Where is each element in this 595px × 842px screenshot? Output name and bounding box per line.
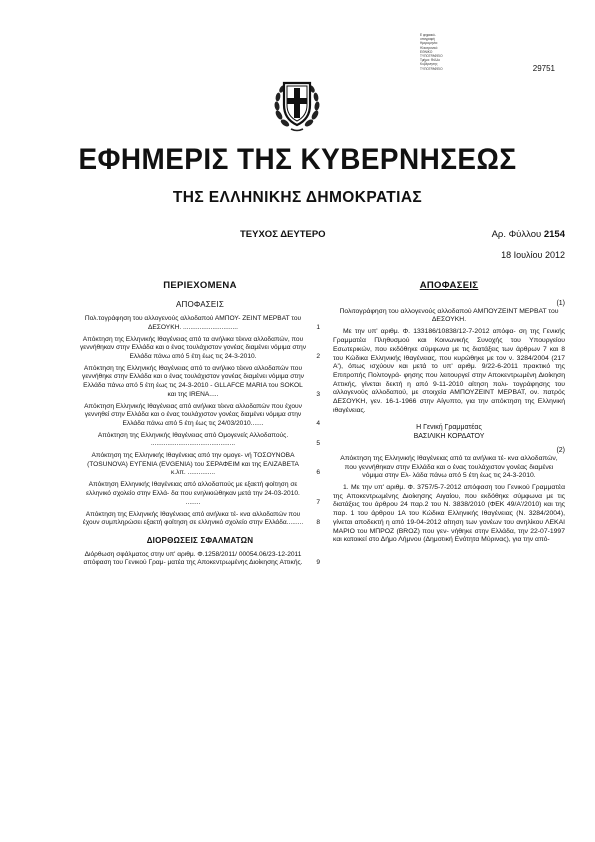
toc-item-text: Πολ.τογράφηση του αλλογενούς αλλοδαπού ΑΜΠΟΥ- ΖΕΙΝΤ ΜΕΡΒΑΤ του ΔΕΣΟΥΚΗ. .............................. bbox=[84, 315, 302, 331]
decision-1 bbox=[333, 300, 565, 441]
toc-item-text: Απόκτηση της Ελληνικής Ιθαγένειας από την ομογε- νή ΤΟΣΟΥΝΟΒΑ (TOSUNOVA) ΕΥΓΕΝΙΑ (EVGENIA) του ΣΕΡΑΦΕΙΜ και της ΕΛΙΖΑΒΕΤΑ κ.λπ. ............... bbox=[87, 452, 299, 477]
stamp-line: Ε φηφιακό- bbox=[420, 33, 436, 37]
toc-item-page: 1 bbox=[316, 323, 320, 331]
coat-of-arms-icon bbox=[273, 75, 321, 133]
decision-number: (2) bbox=[556, 447, 565, 455]
toc-item[interactable] bbox=[80, 403, 320, 429]
decision-number: (1) bbox=[556, 300, 565, 307]
stamp-line: Ημερομηνία: bbox=[420, 41, 438, 46]
toc-item-page: 4 bbox=[316, 419, 320, 427]
errata-heading: ΔΙΟΡΘΩΣΕΙΣ ΣΦΑΛΜΑΤΩΝ bbox=[146, 535, 254, 545]
issue-number-label: Αρ. Φύλλου bbox=[491, 229, 542, 240]
toc-item-text: Απόκτηση της Ελληνικής Ιθαγένειας από τα ανήλικα τέκνα αλλοδαπών, που γεννήθηκαν στην Ελλάδα και ο ένας τουλάχιστον γονέας διαμένει νόμιμα στην Ελλάδα πάνω από 5 έτη έως τις 24-3-2010. bbox=[80, 335, 307, 360]
issue-type: ΤΕΥΧΟΣ ΔΕΥΤΕΡΟ bbox=[240, 229, 326, 240]
issue-number bbox=[492, 229, 565, 240]
contents-heading: ΠΕΡΙΕΧΟΜΕΝΑ bbox=[163, 280, 237, 291]
stamp-line: Κυβέρνησης bbox=[420, 62, 438, 67]
toc-item-page: 7 bbox=[316, 498, 320, 506]
decision-title: Απόκτηση της Ελληνικής Ιθαγένειας από τα ανήλικα τέ- κνα αλλοδαπών, που γεννήθηκαν στην Ελλάδα και ο ένας τουλάχιστον γονέας διαμένει νόμιμα στην Ελ- λάδα πάνω από 5 έτη έως τις 24-3-2010. bbox=[340, 455, 558, 479]
gazette-title: ΕΦΗΜΕΡΙΣ ΤΗΣ ΚΥΒΕΡΝΗΣΕΩΣ bbox=[78, 143, 517, 176]
toc-item-text: Απόκτηση της Ελληνικής Ιθαγένειας από ανήλικα τέ- κνα αλλοδαπών που έχουν συμπληρώσει εξαετή φοίτηση σε ελληνικό σχολείο στην Ελλάδα......... bbox=[82, 510, 304, 527]
decision-body: Με την υπ' αριθμ. Φ. 133186/10838/12-7-2012 απόφα- ση της Γενικής Γραμματέα Πληθυσμού και Κοινωνικής Συνοχής του Υπουργείου Εσωτερικών, που εκδόθηκε σύμφωνα με τις διατάξεις των άρθρων 7 και 8 του Κώδικα Ελληνικής Ιθαγένειας, που κυρώθηκε με τον ν. 3284/2004 (217 Α'), όπως ισχύουν και μετά το υπ' αριθμ. 9/22-6-2011 πρακτικό της Επιτροπής Πολιτογρά- φησης που λειτουργεί στην Αποκεντρωμένη Διοίκηση Αττικής, γίνεται δεκτή η από 9-11-2010 αίτηση πολι- τογράφησης του αλλογενούς αλλοδαπού, με στοιχεία ΑΜΠΟΥΖΕΙΝΤ ΜΕΡΒΑΤ, ον. πατρός ΔΕΣΟΥΚΗ, γεν. 16-1-1966 στην Αίγυπτο, για την απόκτηση της Ελληνική ιθαγένειας. bbox=[333, 328, 565, 414]
page-number: 29751 bbox=[532, 64, 555, 73]
stamp-line: ΤΥΠΟΓΡΑΦΕΙΟ bbox=[420, 54, 443, 59]
issue-date: 18 Ιουλίου 2012 bbox=[501, 250, 565, 260]
contents-column bbox=[80, 280, 320, 571]
stamp-line: ΕΘΝΙΚΟ bbox=[420, 49, 433, 54]
decision-body: 1. Με την υπ' αριθμ. Φ. 3757/5-7-2012 απόφαση του Γενικού Γραμματέα της Αποκεντρωμένης Διοίκησης Αιγαίου, που εκδόθηκε σύμφωνα με τις διατάξεις του άρθρου 24 παρ.2 του Ν. 3838/2010 (ΦΕΚ 49/Α'/2010) και της παρ. 1 του άρθρου 1Α του Κώδικα Ελληνικής Ιθαγένειας (Ν. 3284/2004), γίνεται αποδεκτή η από 19-04-2012 αίτηση των γονέων του ανηλίκου ΛΕΚΑΙ ΜΑΡΙΟ του ΜΠΡΟΖ (BROZ) που γεν- νήθηκε στην Ελλάδα, την 22-07-1997 και κατοικεί στο Δήμο Λήμνου (Δημοτική Ενότητα Μύρινας), για την από- bbox=[333, 484, 565, 544]
toc-item[interactable] bbox=[80, 432, 320, 449]
toc-item-text: Απόκτηση της Ελληνικής Ιθαγένειας από Ομογενείς Αλλοδαπούς. .............................................. bbox=[97, 431, 289, 448]
stamp-line: ΤΥΠΟΓΡΑΦΕΙΟ bbox=[420, 66, 443, 71]
toc-item-text: Απόκτηση Ελληνικής Ιθαγένειας από αλλοδαπούς με εξαετή φοίτηση σε ελληνικό σχολείο στην Ελλά- δα που ενηλικιώθηκαν μετά την 24-03-2010. ........ bbox=[86, 481, 300, 506]
toc-item[interactable] bbox=[80, 336, 320, 362]
toc-item[interactable] bbox=[80, 315, 320, 332]
signatory-title: Η Γενική Γραμματέας bbox=[416, 424, 482, 432]
decisions-column bbox=[333, 280, 565, 545]
toc-item-page: 6 bbox=[316, 469, 320, 477]
decisions-subheading: ΑΠΟΦΑΣΕΙΣ bbox=[175, 300, 225, 309]
toc-item-text: Απόκτηση της Ελληνικής Ιθαγένειας από το ανήλικο τέκνο αλλοδαπών που γεννήθηκε στην Ελλάδα και ο ένας τουλάχιστον γονέας διαμένει νόμιμα στην Ελλάδα πάνω από 5 έτη έως τις 24-3-2010 - GLLAFCE MARIA του SOKOL και της IRENA..... bbox=[82, 364, 304, 398]
masthead bbox=[0, 143, 595, 207]
stamp-line: Τμήμα: Φύλλο bbox=[420, 58, 440, 63]
gazette-subtitle: ΤΗΣ ΕΛΛΗΝΙΚΗΣ ΔΗΜΟΚΡΑΤΙΑΣ bbox=[172, 189, 423, 206]
toc-item[interactable] bbox=[80, 511, 320, 528]
toc-item-text: Απόκτηση Ελληνικής Ιθαγένειας από ανήλικα τέκνα αλλοδαπών που έχουν γεννηθεί στην Ελλάδα και ο ένας τουλάχιστον γονέας διαμένει νόμιμα στην Ελλάδα πάνω από 5 έτη έως τις 24/03/2010....... bbox=[84, 402, 302, 427]
stamp-line: Ηλεκτρονικό bbox=[420, 45, 438, 50]
toc-item-page: 5 bbox=[316, 440, 320, 448]
toc-item-text: Διόρθωση σφάλματος στην υπ' αριθμ. Φ.1258/2011/ 00054.06/23-12-2011 απόφαση του Γενικού Γραμ- ματέα της Αποκεντρωμένης Διοίκησης Αττικής. bbox=[83, 550, 303, 567]
signatory-name: ΒΑΣΙΛΙΚΗ ΚΟΡΔΑΤΟΥ bbox=[413, 433, 485, 441]
toc-item[interactable] bbox=[80, 452, 320, 478]
stamp-line: υπογραφή bbox=[420, 37, 435, 42]
decision-2 bbox=[333, 447, 565, 545]
toc-item[interactable] bbox=[80, 365, 320, 399]
toc-item-page: 3 bbox=[316, 390, 320, 398]
issue-number-value: 2154 bbox=[543, 229, 565, 240]
digital-signature-stamp bbox=[420, 33, 478, 71]
toc-item[interactable] bbox=[80, 481, 320, 507]
decision-title: Πολιτογράφηση του αλλογενούς αλλοδαπού ΑΜΠΟΥΖΕΙΝΤ ΜΕΡΒΑΤ του ΔΕΣΟΥΚΗ. bbox=[339, 308, 559, 324]
toc-item-page: 9 bbox=[316, 559, 320, 567]
decisions-heading: ΑΠΟΦΑΣΕΙΣ bbox=[419, 280, 479, 291]
toc-item-page: 8 bbox=[316, 519, 320, 527]
toc-item-page: 2 bbox=[316, 352, 320, 360]
issue-row bbox=[40, 229, 565, 243]
toc-item[interactable] bbox=[80, 551, 320, 568]
